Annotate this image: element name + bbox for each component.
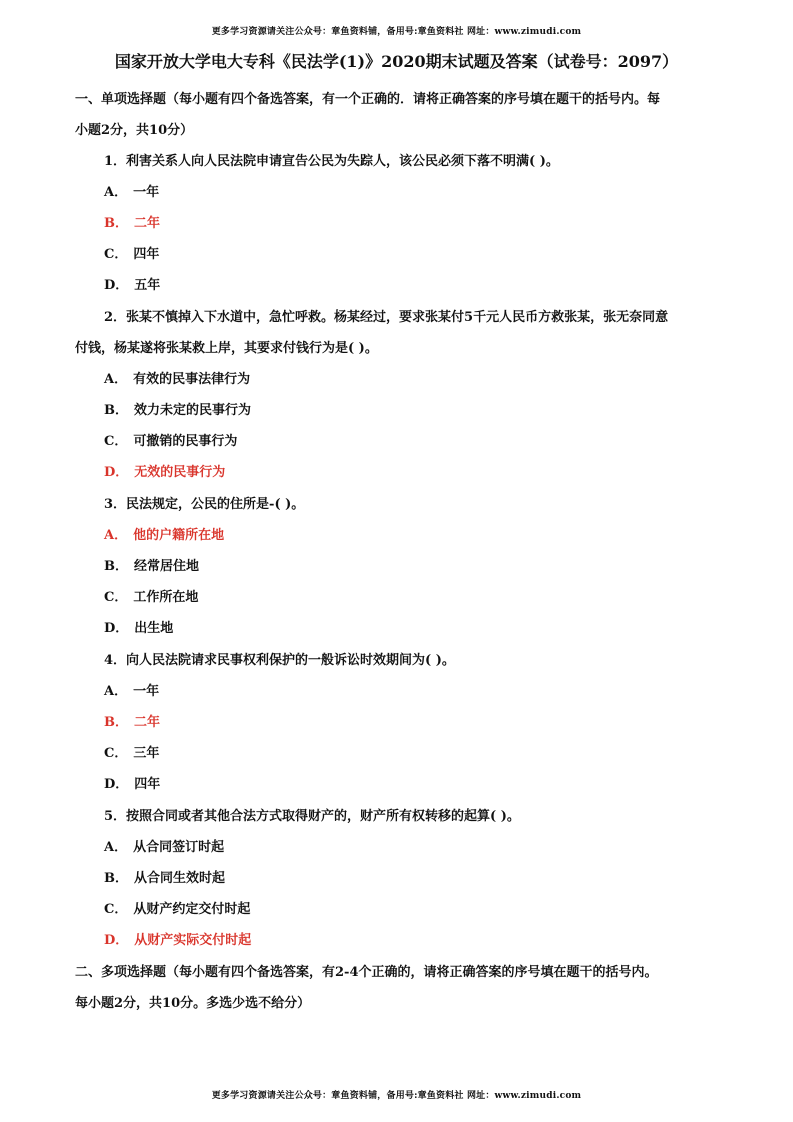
question-5-option-b <box>104 869 225 889</box>
option-label: B． <box>104 559 128 574</box>
option-text: 从财产实际交付时起 <box>134 933 252 948</box>
question-2-stem-line2: 付钱，杨某遂将张某救上岸，其要求付钱行为是( )。 <box>75 341 378 356</box>
option-text: 效力未定的民事行为 <box>134 403 252 418</box>
question-4-option-c <box>104 744 159 764</box>
page-header-note: 更多学习资源请关注公众号：章鱼资料铺，备用号:章鱼资料社 网址：www.zimudi.com <box>211 27 582 37</box>
document-title: 国家开放大学电大专科《民法学(1)》2020期末试题及答案（试卷号：2097） <box>114 52 679 71</box>
option-label: D． <box>104 933 129 948</box>
option-label: D． <box>104 621 129 636</box>
option-text: 有效的民事法律行为 <box>133 372 251 387</box>
option-label: A． <box>104 528 128 543</box>
section2-heading-line2: 每小题2分，共10分。多选少选不给分） <box>75 996 311 1011</box>
question-5-option-d-answer <box>104 931 251 951</box>
option-text: 无效的民事行为 <box>134 465 226 480</box>
option-text: 四年 <box>133 247 160 262</box>
option-label: A． <box>104 372 128 387</box>
option-label: D． <box>104 278 129 293</box>
section1-heading-line1: 一、单项选择题（每小题有四个备选答案，有一个正确的．请将正确答案的序号填在题干的括号内。每 <box>75 92 661 107</box>
question-1-option-c <box>104 245 159 265</box>
question-3-option-b <box>104 557 199 577</box>
option-label: D． <box>104 465 129 480</box>
option-label: C． <box>104 590 128 605</box>
question-4-option-b-answer <box>104 713 160 733</box>
question-1-option-b-answer <box>104 214 160 234</box>
option-text: 从合同签订时起 <box>133 840 225 855</box>
question-3-option-c <box>104 588 198 608</box>
option-label: B． <box>104 403 128 418</box>
question-4-stem: 4．向人民法院请求民事权利保护的一般诉讼时效期间为( )。 <box>104 653 455 668</box>
question-3-option-d <box>104 619 173 639</box>
option-label: B． <box>104 715 128 730</box>
question-5-stem: 5．按照合同或者其他合法方式取得财产的，财产所有权转移的起算( )。 <box>104 809 520 824</box>
question-1-stem: 1．利害关系人向人民法院申请宣告公民为失踪人，该公民必须下落不明满( )。 <box>104 154 559 169</box>
section2-heading-line1: 二、多项选择题（每小题有四个备选答案，有2-4个正确的，请将正确答案的序号填在题干的括号内。 <box>75 965 658 980</box>
option-text: 三年 <box>133 746 160 761</box>
option-label: A． <box>104 840 128 855</box>
question-2-stem-line1: 2．张某不慎掉入下水道中，急忙呼救。杨某经过，要求张某付5千元人民币方救张某，张无奈同意 <box>104 310 669 325</box>
option-label: C． <box>104 746 128 761</box>
option-label: D． <box>104 777 129 792</box>
option-text: 可撤销的民事行为 <box>133 434 238 449</box>
option-label: A． <box>104 684 128 699</box>
option-text: 经常居住地 <box>134 559 200 574</box>
question-5-option-a <box>104 838 224 858</box>
section1-heading-line2: 小题2分，共10分） <box>75 123 194 138</box>
option-text: 工作所在地 <box>133 590 199 605</box>
question-5-option-c <box>104 900 250 920</box>
question-1-option-d <box>104 276 160 296</box>
option-text: 他的户籍所在地 <box>133 528 225 543</box>
question-4-option-d <box>104 775 160 795</box>
page-footer-note: 更多学习资源请关注公众号：章鱼资料铺，备用号:章鱼资料社 网址：www.zimudi.com <box>211 1091 582 1101</box>
option-text: 五年 <box>134 278 161 293</box>
option-text: 出生地 <box>134 621 174 636</box>
option-text: 二年 <box>134 216 161 231</box>
option-label: A． <box>104 185 128 200</box>
option-text: 从财产约定交付时起 <box>133 902 251 917</box>
option-text: 一年 <box>133 185 160 200</box>
option-text: 从合同生效时起 <box>134 871 226 886</box>
question-3-stem: 3．民法规定，公民的住所是-( )。 <box>104 497 305 512</box>
question-2-option-b <box>104 401 251 421</box>
question-4-option-a <box>104 682 159 702</box>
option-text: 四年 <box>134 777 161 792</box>
question-2-option-a <box>104 370 250 390</box>
question-3-option-a-answer <box>104 526 224 546</box>
question-2-option-d-answer <box>104 463 225 483</box>
question-2-option-c <box>104 432 237 452</box>
option-label: C． <box>104 434 128 449</box>
option-text: 一年 <box>133 684 160 699</box>
question-1-option-a <box>104 183 159 203</box>
option-label: B． <box>104 871 128 886</box>
option-label: C． <box>104 247 128 262</box>
option-text: 二年 <box>134 715 161 730</box>
option-label: B． <box>104 216 128 231</box>
option-label: C． <box>104 902 128 917</box>
